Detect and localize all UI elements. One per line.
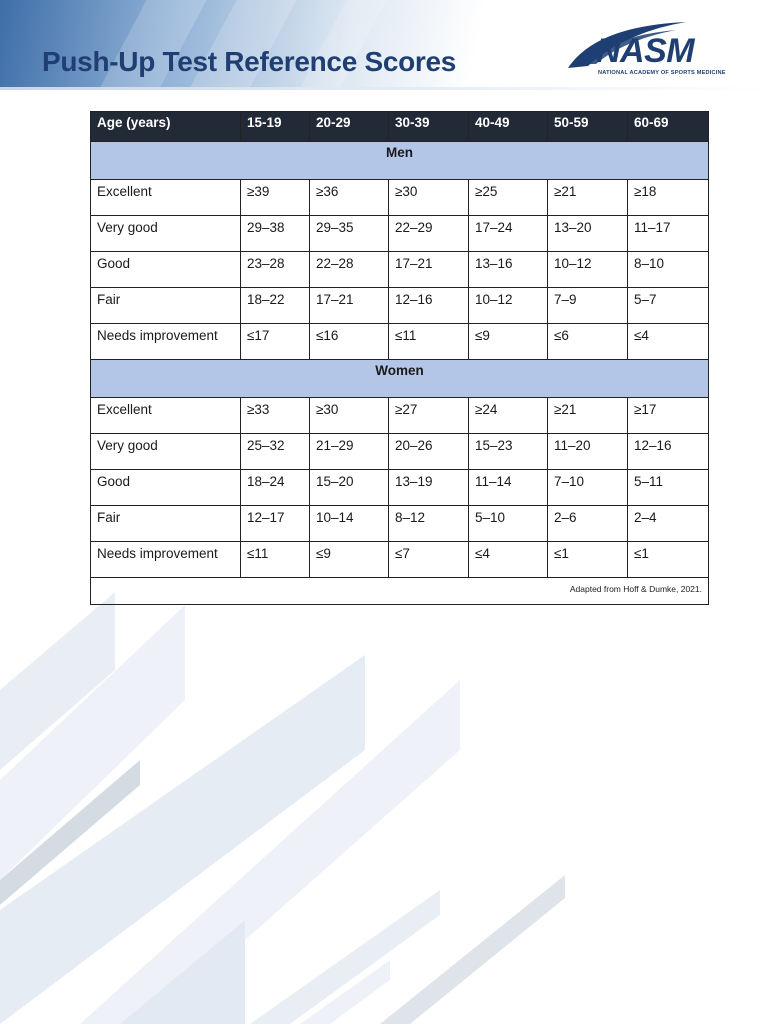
table-cell: 5–11 — [628, 470, 709, 506]
table-cell: 7–9 — [548, 288, 628, 324]
section-row-men — [91, 142, 709, 180]
table-cell: ≥39 — [241, 180, 310, 216]
section-label: Men — [91, 142, 709, 180]
table-cell: ≥30 — [310, 398, 389, 434]
table-cell: 7–10 — [548, 470, 628, 506]
table-cell: 5–7 — [628, 288, 709, 324]
background-decoration — [0, 580, 768, 1024]
table-cell: ≥21 — [548, 398, 628, 434]
table-cell: 8–12 — [389, 506, 469, 542]
table-row — [91, 252, 709, 288]
table-cell: 17–21 — [389, 252, 469, 288]
rating-label: Excellent — [91, 398, 241, 434]
table-cell: ≥17 — [628, 398, 709, 434]
table-cell: ≤1 — [628, 542, 709, 578]
table-cell: 17–24 — [469, 216, 548, 252]
header-age: Age (years) — [91, 112, 241, 142]
table-cell: 11–14 — [469, 470, 548, 506]
table-cell: 21–29 — [310, 434, 389, 470]
header-age-50-59: 50-59 — [548, 112, 628, 142]
table-row — [91, 324, 709, 360]
table-cell: 29–35 — [310, 216, 389, 252]
table-row — [91, 506, 709, 542]
table-cell: 11–17 — [628, 216, 709, 252]
table-cell: ≥25 — [469, 180, 548, 216]
table-cell: ≤17 — [241, 324, 310, 360]
table-cell: 22–29 — [389, 216, 469, 252]
table-cell: ≥21 — [548, 180, 628, 216]
table-cell: ≤4 — [628, 324, 709, 360]
table-footnote-row — [91, 578, 709, 605]
table-cell: 13–16 — [469, 252, 548, 288]
table-cell: 25–32 — [241, 434, 310, 470]
section-label: Women — [91, 360, 709, 398]
table-cell: ≤9 — [469, 324, 548, 360]
page-title: Push-Up Test Reference Scores — [42, 46, 457, 77]
table-cell: ≥24 — [469, 398, 548, 434]
table-row — [91, 470, 709, 506]
logo-wordmark: NASM — [596, 32, 695, 70]
table-cell: ≤7 — [389, 542, 469, 578]
table-cell: 22–28 — [310, 252, 389, 288]
table-cell: ≤16 — [310, 324, 389, 360]
rating-label: Very good — [91, 216, 241, 252]
table-cell: 2–4 — [628, 506, 709, 542]
section-row-women — [91, 360, 709, 398]
rating-label: Needs improvement — [91, 542, 241, 578]
rating-label: Fair — [91, 506, 241, 542]
table-cell: ≥36 — [310, 180, 389, 216]
table-cell: 18–22 — [241, 288, 310, 324]
table-cell: 10–12 — [469, 288, 548, 324]
table-cell: 17–21 — [310, 288, 389, 324]
table-cell: 11–20 — [548, 434, 628, 470]
table-cell: ≥18 — [628, 180, 709, 216]
table-cell: 23–28 — [241, 252, 310, 288]
table-cell: ≥30 — [389, 180, 469, 216]
table-cell: 10–12 — [548, 252, 628, 288]
rating-label: Good — [91, 470, 241, 506]
rating-label: Very good — [91, 434, 241, 470]
header-age-60-69: 60-69 — [628, 112, 709, 142]
table-cell: 12–17 — [241, 506, 310, 542]
table-cell: 29–38 — [241, 216, 310, 252]
table-cell: 10–14 — [310, 506, 389, 542]
table-row — [91, 434, 709, 470]
table-cell: ≤4 — [469, 542, 548, 578]
table-cell: ≤11 — [389, 324, 469, 360]
logo-tagline: NATIONAL ACADEMY OF SPORTS MEDICINE — [598, 70, 726, 76]
table-cell: 8–10 — [628, 252, 709, 288]
table-row — [91, 542, 709, 578]
table-cell: 13–19 — [389, 470, 469, 506]
nasm-logo — [566, 18, 726, 82]
table-row — [91, 288, 709, 324]
table-cell: ≤9 — [310, 542, 389, 578]
table-cell: 18–24 — [241, 470, 310, 506]
rating-label: Good — [91, 252, 241, 288]
table-cell: ≤1 — [548, 542, 628, 578]
rating-label: Needs improvement — [91, 324, 241, 360]
table-header-row — [91, 112, 709, 142]
table-row — [91, 398, 709, 434]
table-cell: 12–16 — [628, 434, 709, 470]
table-cell: 20–26 — [389, 434, 469, 470]
header-age-15-19: 15-19 — [241, 112, 310, 142]
table-cell: 12–16 — [389, 288, 469, 324]
table-cell: 15–20 — [310, 470, 389, 506]
table-cell: 5–10 — [469, 506, 548, 542]
table-cell: 2–6 — [548, 506, 628, 542]
push-up-reference-table — [90, 111, 709, 605]
table-cell: ≥33 — [241, 398, 310, 434]
rating-label: Excellent — [91, 180, 241, 216]
header-age-40-49: 40-49 — [469, 112, 548, 142]
header-age-30-39: 30-39 — [389, 112, 469, 142]
table-cell: 13–20 — [548, 216, 628, 252]
table-footnote: Adapted from Hoff & Dumke, 2021. — [91, 578, 709, 605]
header-age-20-29: 20-29 — [310, 112, 389, 142]
table-cell: 15–23 — [469, 434, 548, 470]
table-row — [91, 216, 709, 252]
table-cell: ≤6 — [548, 324, 628, 360]
table-row — [91, 180, 709, 216]
rating-label: Fair — [91, 288, 241, 324]
table-cell: ≥27 — [389, 398, 469, 434]
table-cell: ≤11 — [241, 542, 310, 578]
